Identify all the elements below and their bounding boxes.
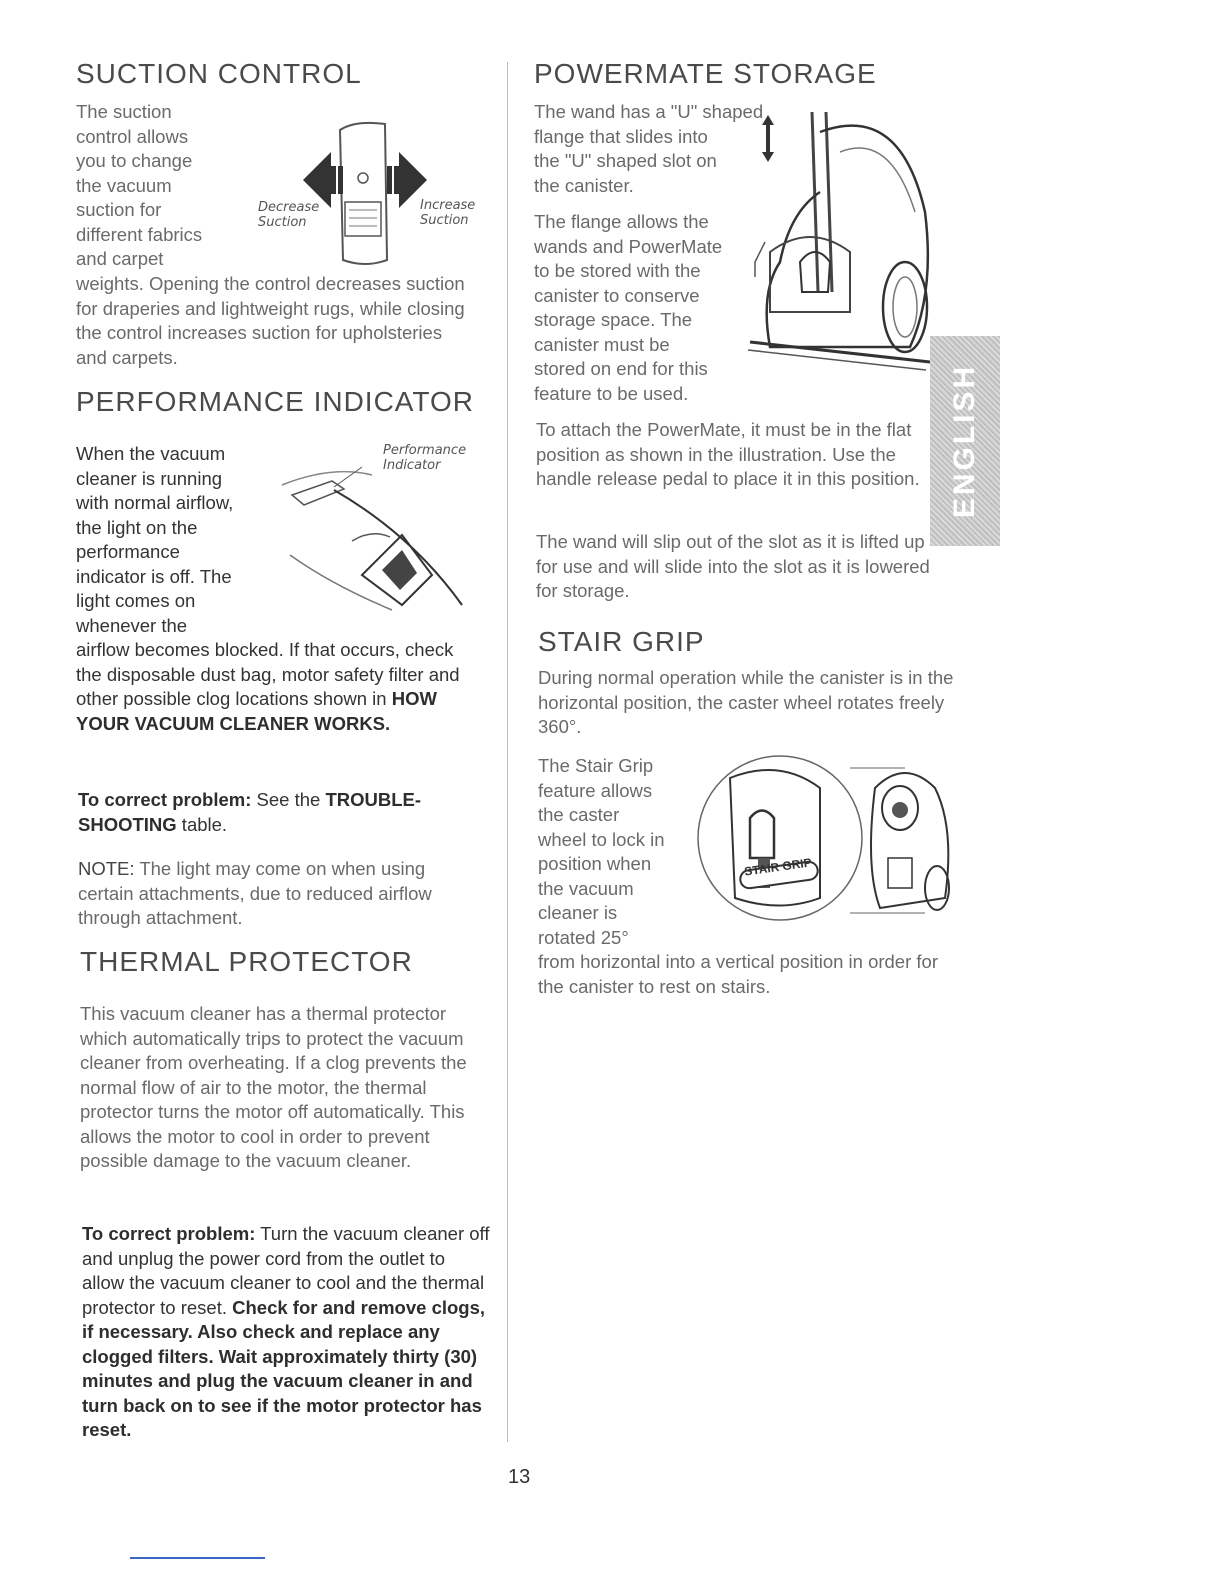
correct-text: See the — [251, 789, 326, 810]
text-line: position when — [538, 853, 652, 874]
thermal-protector-title: THERMAL PROTECTOR — [80, 946, 413, 977]
correct-text: Turn the vacuum cleaner off and unplug the power cord from the outlet to allow the vacuum cleaner to cool and the thermal protector to reset. — [82, 1223, 490, 1318]
bottom-rule — [130, 1557, 265, 1559]
decrease-label-line: Suction — [258, 215, 307, 230]
stair-grip-p1: During normal operation while the canister is in the horizontal position, the caster wheel rotates freely 360°. — [538, 667, 954, 737]
powermate-storage-p4: The wand will slip out of the slot as it is lifted up for use and will slide into the slot as it is lowered for storage. — [536, 531, 930, 601]
text-line: flange that slides into — [534, 125, 708, 147]
stair-grip-p2-rest: from horizontal into a vertical position in order for the canister to rest on stairs. — [538, 951, 938, 997]
caption-line: Indicator — [383, 458, 441, 473]
suction-control-body-lines — [76, 100, 256, 272]
increase-label-line: Increase — [420, 198, 476, 213]
text-line: When the vacuum — [76, 443, 226, 464]
performance-correct-problem — [78, 788, 478, 837]
text-line: stored on end for this — [534, 358, 708, 379]
text-line: canister to conserve — [534, 284, 700, 306]
caption-line: Performance — [383, 443, 467, 458]
column-divider — [507, 62, 508, 1442]
text-line: suction for — [76, 199, 162, 220]
text-line: wands and PowerMate — [534, 235, 723, 257]
text-line: the "U" shaped slot on — [534, 150, 717, 171]
text-line: The suction — [76, 101, 172, 122]
text-line: the caster — [538, 804, 620, 825]
text-line: you to change — [76, 150, 193, 171]
suction-control-title: SUCTION CONTROL — [76, 58, 362, 89]
increase-label-line: Suction — [420, 213, 469, 228]
decrease-label-line: Decrease — [258, 200, 320, 215]
increase-suction-label — [420, 198, 475, 228]
text-line: with normal airflow, — [76, 492, 234, 513]
text-line: light comes on — [76, 590, 196, 611]
text-line: storage space. The — [534, 309, 693, 330]
language-tab-label: ENGLISH — [948, 363, 981, 519]
correct-bold: Check for and remove clogs, if necessary. Also check and replace any clogged filters. Wait approximately thirty (30) minutes and plug the vacuum cleaner in and turn back on to see if the motor protector has reset. — [82, 1296, 486, 1440]
stair-grip-title: STAIR GRIP — [538, 626, 705, 657]
correct-problem-label: To correct problem: — [78, 789, 252, 810]
text-line: the vacuum — [76, 174, 172, 196]
decrease-suction-label — [258, 200, 319, 230]
text-line: the canister. — [534, 174, 634, 196]
text-line: the vacuum — [538, 877, 634, 899]
text-line: the light on the — [76, 516, 198, 538]
suction-control-illustration — [245, 110, 485, 270]
text-line: wheel to lock in — [538, 828, 665, 850]
text-line: different fabrics — [76, 223, 203, 245]
performance-indicator-caption — [383, 443, 466, 473]
correct-text: table. — [176, 813, 228, 835]
text-line: performance — [76, 541, 180, 562]
text-line: canister must be — [534, 333, 670, 355]
performance-note — [78, 857, 483, 931]
stair-grip-badge: STAIR GRIP — [743, 855, 813, 879]
thermal-protector-body: This vacuum cleaner has a thermal protector which automatically trips to protect the vacuum cleaner from overheating. If a clog prevents the normal flow of air to the motor, the thermal protector turns the motor off automatically. This allows the motor to cool in order to prevent possible damage to the vacuum cleaner. — [80, 1003, 467, 1171]
powermate-storage-title: POWERMATE STORAGE — [534, 58, 877, 89]
note-label: NOTE: — [78, 858, 135, 879]
text-line: The flange allows the — [534, 211, 709, 232]
powermate-storage-p2 — [534, 210, 744, 406]
thermal-correct-problem — [82, 1222, 492, 1443]
text-line: control allows — [76, 125, 189, 147]
language-tab — [930, 336, 1000, 546]
text-line: whenever the — [76, 614, 188, 636]
stair-grip-p2-lines — [538, 754, 698, 950]
body-bold: HOW YOUR VACUUM CLEANER WORKS. — [76, 688, 437, 734]
page-number: 13 — [508, 1466, 531, 1488]
text-line: feature allows — [538, 779, 653, 801]
suction-control-body: weights. Opening the control decreases suction for draperies and lightweight rugs, while closing the control increases suction for upholsteries and carpets. — [76, 273, 465, 368]
performance-indicator-title: PERFORMANCE INDICATOR — [76, 386, 474, 417]
text-line: feature to be used. — [534, 382, 689, 404]
body-text: airflow becomes blocked. If that occurs, check the disposable dust bag, motor safety filter and other possible clog locations shown in — [76, 639, 460, 709]
troubleshooting-ref: TROUBLE-SHOOTING — [78, 789, 422, 835]
performance-indicator-body — [76, 638, 476, 736]
powermate-storage-illustration — [740, 92, 940, 372]
text-line: The Stair Grip — [538, 755, 654, 776]
text-line: The wand has a "U" shaped — [534, 101, 764, 122]
correct-problem-label: To correct problem: — [82, 1223, 256, 1244]
text-line: and carpet — [76, 248, 164, 269]
stair-grip-illustration — [690, 748, 960, 923]
performance-indicator-body-lines — [76, 442, 276, 638]
text-line: to be stored with the — [534, 260, 701, 281]
note-text: The light may come on when using certain attachments, due to reduced airflow through attachment. — [78, 858, 432, 928]
text-line: cleaner is — [538, 902, 618, 923]
powermate-storage-p3: To attach the PowerMate, it must be in the flat position as shown in the illustration. Use the handle release pedal to place it in this position. — [536, 419, 920, 489]
text-line: rotated 25° — [538, 926, 629, 948]
text-line: cleaner is running — [76, 467, 223, 489]
text-line: indicator is off. The — [76, 565, 232, 587]
